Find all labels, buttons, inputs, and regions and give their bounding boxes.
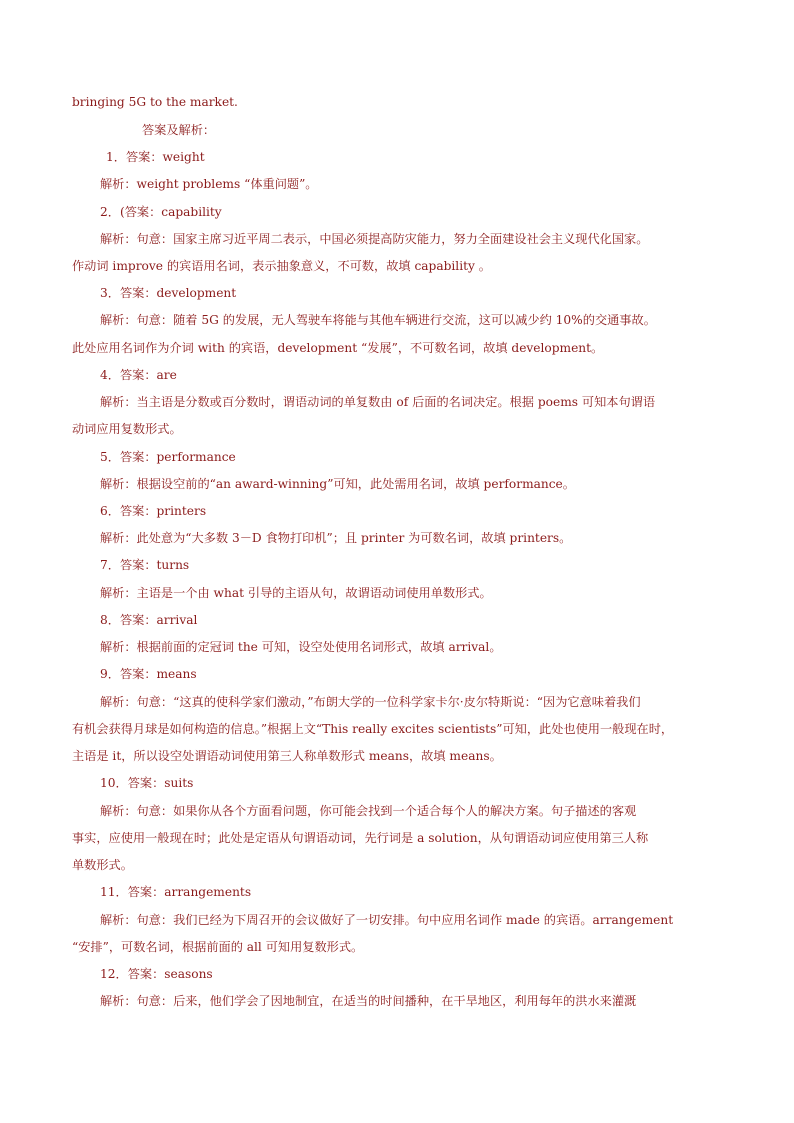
analysis-line: 解析：此处意为“大多数 3－D 食物打印机”；且 printer 为可数名词，故填 printers。 bbox=[100, 531, 572, 545]
analysis-line: 事实，应使用一般现在时；此处是定语从句谓语动词，先行词是 a solution，从句谓语动词应使用第三人称 bbox=[72, 831, 649, 845]
analysis-line: 解析：根据设空前的“an award-winning”可知，此处需用名词，故填 performance。 bbox=[100, 477, 575, 491]
analysis-line: 解析：当主语是分数或百分数时，谓语动词的单复数由 of 后面的名词决定。根据 poems 可知本句谓语 bbox=[100, 395, 656, 409]
answer-line: 12．答案：seasons bbox=[100, 967, 213, 981]
answer-line: 11．答案：arrangements bbox=[100, 885, 252, 899]
analysis-line: 解析：weight problems “体重问题”。 bbox=[100, 177, 318, 191]
text-line: bringing 5G to the market. bbox=[72, 95, 238, 109]
analysis-line: 单数形式。 bbox=[72, 858, 133, 872]
analysis-line: 解析：句意：如果你从各个方面看问题，你可能会找到一个适合每个人的解决方案。句子描述的客观 bbox=[100, 804, 637, 818]
analysis-line: 此处应用名词作为介词 with 的宾语，development “发展”，不可数名词，故填 development。 bbox=[72, 341, 604, 355]
analysis-line: 解析：根据前面的定冠词 the 可知，设空处使用名词形式，故填 arrival。 bbox=[100, 640, 502, 654]
analysis-line: 有机会获得月球是如何构造的信息。”根据上文“This really excites scientists”可知，此处也使用一般现在时， bbox=[72, 722, 674, 736]
answer-line: 5．答案：performance bbox=[100, 450, 236, 464]
answer-line: 7．答案：turns bbox=[100, 558, 190, 572]
answer-line: 8．答案：arrival bbox=[100, 613, 198, 627]
answer-line: 6．答案：printers bbox=[100, 504, 207, 518]
answer-line: 1．答案：weight bbox=[106, 150, 205, 164]
analysis-line: 解析：句意：国家主席习近平周二表示，中国必须提高防灾能力，努力全面建设社会主义现代化国家。 bbox=[100, 232, 649, 246]
analysis-line: 作动词 improve 的宾语用名词，表示抽象意义，不可数，故填 capability 。 bbox=[72, 259, 491, 273]
analysis-line: “安排”，可数名词，根据前面的 all 可知用复数形式。 bbox=[72, 940, 364, 954]
analysis-line: 解析：句意：我们已经为下周召开的会议做好了一切安排。句中应用名词作 made 的宾语。arrangement bbox=[100, 913, 674, 927]
answer-line: 10．答案：suits bbox=[100, 776, 194, 790]
analysis-line: 解析：句意：后来，他们学会了因地制宜，在适当的时间播种，在干旱地区，利用每年的洪水来灌溉 bbox=[100, 994, 637, 1008]
answer-line: 2．(答案：capability bbox=[100, 205, 222, 219]
answer-line: 4．答案：are bbox=[100, 368, 177, 382]
analysis-line: 主语是 it，所以设空处谓语动词使用第三人称单数形式 means，故填 means。 bbox=[72, 749, 502, 763]
analysis-line: 动词应用复数形式。 bbox=[72, 422, 182, 436]
answer-line: 3．答案：development bbox=[100, 286, 237, 300]
analysis-line: 解析：主语是一个由 what 引导的主语从句，故谓语动词使用单数形式。 bbox=[100, 586, 492, 600]
answer-line: 9．答案：means bbox=[100, 667, 197, 681]
section-heading: 答案及解析： bbox=[142, 123, 216, 137]
analysis-line: 解析：句意：随着 5G 的发展，无人驾驶车将能与其他车辆进行交流，这可以减少约 10%的交通事故。 bbox=[100, 313, 656, 327]
analysis-line: 解析：句意：“这真的使科学家们激动，”布朗大学的一位科学家卡尔·皮尔特斯说：“因为它意味着我们 bbox=[100, 695, 641, 709]
